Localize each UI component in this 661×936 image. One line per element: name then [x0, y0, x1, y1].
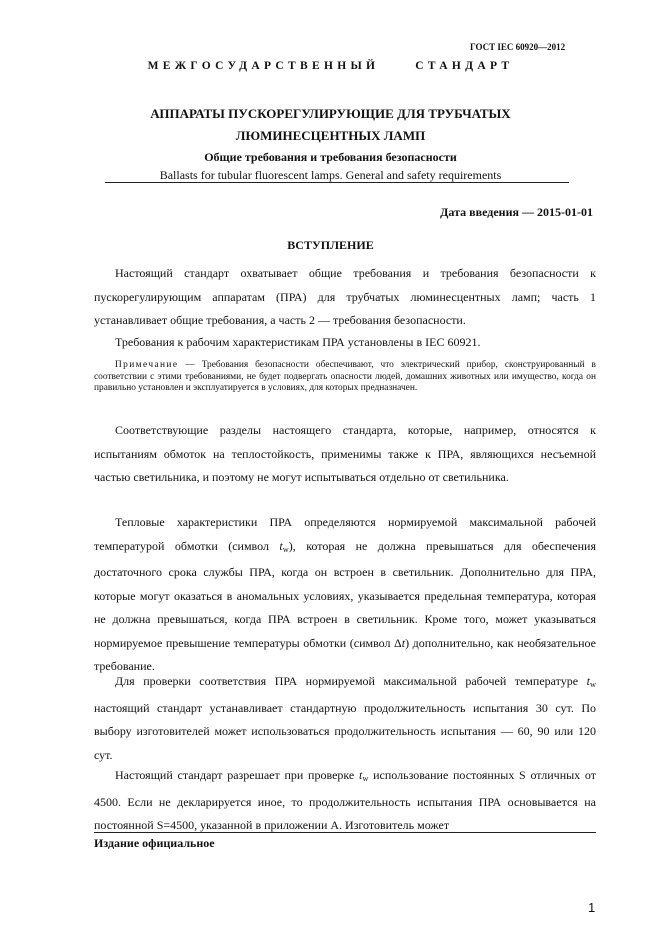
paragraph-scope: Настоящий стандарт охватывает общие требования и требования безопасности к пускорегулирующим аппаратам (ПРА) для трубчатых люминесцентных ламп; часть 1 устанавливает общие требования, а часть 2 — требования безопасности. [94, 266, 596, 327]
paragraph-thermal [94, 511, 596, 679]
note-text: — Требования безопасности обеспечивают, что электрический прибор, сконструированный в соответствии с этими требованиями, не будет подвергать опасности людей, домашних животных или имущество, когда он правильно установлен и эксплуатируется в условиях, для которых предназначен. [94, 360, 596, 393]
text-run: Тепловые характеристики ПРА определяются нормируемой максимальной рабочей температурой обмотки (символ [94, 515, 596, 553]
paragraph-sections: Соответствующие разделы настоящего стандарта, которые, например, относятся к испытаниям обмоток на теплостойкость, применимы также к ПРА, являющихся несъемной частью светильника, и поэтому не могут испытываться отдельно от светильника. [94, 423, 596, 484]
note-label: Примечание [115, 360, 179, 370]
symbol-t: t [401, 635, 406, 650]
paragraph-test-duration [94, 670, 596, 767]
title-divider [105, 182, 569, 183]
footer-divider [94, 832, 596, 833]
text-run: Для проверки соответствия ПРА нормируемой максимальной рабочей температуре [115, 674, 587, 688]
text-run: Настоящий стандарт разрешает при проверке [115, 768, 359, 782]
standard-code: ГОСТ IEC 60920—2012 [470, 42, 566, 52]
text-run: ), которая не должна превышаться для обеспечения достаточного срока службы ПРА, когда он встроен в светильник. Дополнительно для ПРА, которые могут оказаться в аномальных условиях, указывается предельная температура, которая не должна превышаться, когда ПРА встроен в светильник. Кроме того, может указываться нормируемое превышение температуры обмотки (символ Δ [94, 538, 596, 650]
text-run: настоящий стандарт устанавливает стандартную продолжительность испытания 30 сут. По выбору изготовителей может использоваться продолжительность испытания — 60, 90 или 120 сут. [94, 700, 596, 762]
text-run: использование постоянных S отличных от 4500. Если не декларируется иное, то продолжительность испытания ПРА основывается на постоянной S=4500, указанной в приложении A. Изготовитель может [94, 768, 596, 832]
introduction-date: Дата введения — 2015-01-01 [440, 205, 593, 219]
symbol-t: t [279, 538, 283, 553]
symbol-subscript: w [589, 680, 596, 689]
page-number: 1 [588, 900, 596, 915]
document-subtitle: Общие требования и требования безопасности [204, 150, 457, 164]
text-run: ) дополнительно, как необязательное требование. [94, 635, 596, 673]
symbol-subscript: w [362, 774, 369, 783]
paragraph-performance: Требования к рабочим характеристикам ПРА установлены в IEC 60921. [115, 335, 481, 349]
symbol-subscript: w [282, 544, 289, 554]
paragraph-constant-s [94, 764, 596, 838]
interstate-word: МЕЖГОСУДАРСТВЕННЫЙ [147, 60, 380, 72]
english-title: Ballasts for tubular fluorescent lamps. General and safety requirements [159, 168, 502, 182]
document-title-line2: ЛЮМИНЕСЦЕНТНЫХ ЛАМП [235, 128, 426, 143]
section-heading: ВСТУПЛЕНИЕ [287, 238, 374, 252]
official-edition-label: Издание официальное [94, 836, 215, 850]
interstate-standard-label [0, 60, 661, 72]
note-block [94, 360, 596, 395]
symbol-t: t [586, 674, 590, 688]
document-title-line1: АППАРАТЫ ПУСКОРЕГУЛИРУЮЩИЕ ДЛЯ ТРУБЧАТЫХ [150, 106, 511, 121]
symbol-t: t [358, 768, 363, 782]
standard-word: СТАНДАРТ [415, 60, 514, 72]
